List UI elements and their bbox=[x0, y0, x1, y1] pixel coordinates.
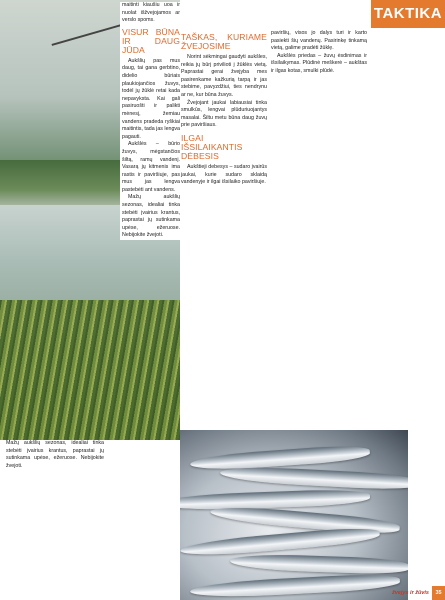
section-heading: ILGAI IŠSILAIKANTIS DĖBESIS bbox=[181, 132, 243, 161]
paragraph: maitinti kiaušiu uoa ir nuolat išžvejojamos ar verslo spoms. bbox=[122, 2, 180, 24]
section-heading: VISUR BŪNA IR DAUG JŪDA bbox=[122, 26, 180, 55]
reeds bbox=[0, 300, 180, 440]
magazine-brand: žvejys ir žūvis bbox=[392, 590, 429, 596]
fish-catch-photo bbox=[180, 430, 408, 600]
fish bbox=[190, 573, 401, 600]
paragraph: Mažų aukšlių sezonas, idealiai tinka stebėti įvairius krantus, paprastai jų sutinkama upėse, ežeruose. Nebijokite žvejoti. bbox=[122, 194, 180, 239]
fish bbox=[230, 553, 408, 575]
paragraph: paviršių, visos jo dalys turi ir karto pasiekti šių vandenų. Pasirinkę tinkamą vietą, galime pradėti žūklę. bbox=[271, 30, 367, 52]
section-heading: TAŠKAS, KURIAME ŽVEJOSIME bbox=[181, 32, 267, 51]
fish bbox=[220, 465, 408, 491]
paragraph: Norint sėkmingai gaudyti aukšles, reikia jų būrį privilioti į žūklės vietą. Paprastai gerai žvejyba mes pasirenkame kažkurią tarpą ir jas stebime, pavyzdžiui, ties nendrynu ar ne, kur būna žuvys. bbox=[181, 54, 267, 98]
article-column-b bbox=[181, 30, 267, 187]
section-tag: TAKTIKA bbox=[371, 0, 445, 28]
article-column-d bbox=[6, 440, 104, 470]
paragraph: Mažų aukšlių sezonas, idealiai tinka stebėti įvairius krantus, paprastai jų sutinkama upėse, ežeruose. Nebijokite žvejoti. bbox=[6, 440, 104, 469]
article-column-a bbox=[120, 2, 180, 240]
paragraph: Aukšlės – būrio žuvys, mėgstančios šiltą, ramų vandenį. Vasarą jų kitmenis ima rastis ir paviršiuje, pas mus jas lengva pastebėti ant vandens. bbox=[122, 141, 180, 193]
page-footer bbox=[379, 586, 445, 600]
paragraph: Aukšlių pas mus daug, tai gana gerbtino, didelio būriais plaukiojančios žuvys, todėl jų žūklė retai kada nepavyksta. Kai gali pasiruošti ir palikti mėnesį, žemiau vandens pradeda ryškiai maitintis, tada jas lengva pagauti. bbox=[122, 57, 181, 140]
fish bbox=[180, 488, 370, 511]
article-column-c bbox=[271, 30, 367, 76]
paragraph: Aukšlės priedas – žuvų ėsdinimas ir išsilaikymas. Plūdinė meškerė – aukštas ir ilgas kotas, smulki plūdė. bbox=[271, 52, 367, 74]
page-number: 35 bbox=[432, 586, 445, 600]
paragraph: Aukštieji debesys – sudaro įvairūs jaukai, kurie sudaro sklaidą vandenyje ir ilgai išsilaiko paviršiuje. bbox=[181, 163, 267, 186]
fish bbox=[180, 525, 380, 558]
paragraph: Žvejojant jaukai labiausiai tinka smulkūs, lengvai plūduriuojantys masalai. Šiltu metu būna daug žuvų prie paviršiaus. bbox=[181, 99, 267, 129]
